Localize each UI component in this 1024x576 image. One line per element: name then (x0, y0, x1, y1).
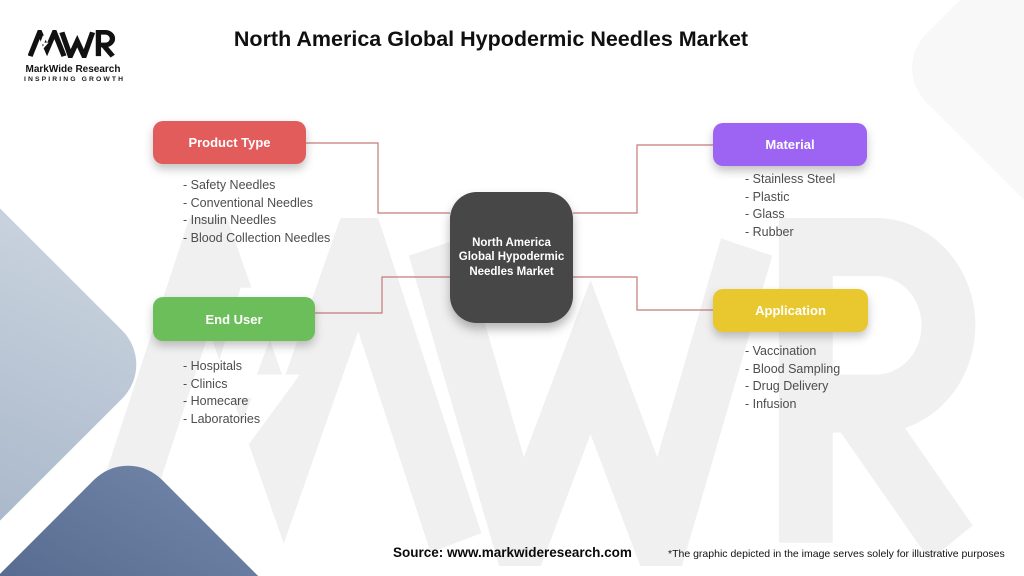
branch-box-material (713, 123, 867, 166)
list-item: - Clinics (183, 376, 228, 391)
branch-box-end-user (153, 297, 315, 341)
branch-box-application (713, 289, 868, 332)
branch-label: End User (205, 311, 263, 327)
branch-box-product-type (153, 121, 306, 164)
list-item: - Vaccination (745, 344, 817, 358)
center-node-line: Global Hypodermic (458, 251, 565, 264)
list-item: - Laboratories (183, 411, 261, 426)
disclaimer-text: *The graphic depicted in the image serves solely for illustrative purposes (668, 548, 1005, 560)
list-item: - Infusion (745, 396, 797, 411)
page-title: North America Global Hypodermic Needles Market (233, 27, 749, 51)
connector-material (573, 145, 713, 213)
branch-label: Application (755, 303, 826, 318)
logo-tagline: INSPIRING GROWTH (24, 76, 126, 83)
list-item: - Homecare (183, 394, 249, 408)
branch-list-end-user (183, 358, 260, 428)
list-item: - Hospitals (183, 359, 243, 373)
list-item: - Drug Delivery (745, 379, 829, 393)
branch-label: Material (765, 137, 815, 152)
branch-list-application (745, 343, 840, 413)
list-item: - Plastic (745, 189, 790, 204)
list-item: - Conventional Needles (183, 195, 313, 210)
center-node (450, 192, 573, 323)
list-item: - Safety Needles (183, 178, 276, 192)
connector-application (573, 277, 713, 310)
branch-list-product-type (183, 177, 330, 247)
list-item: - Glass (745, 207, 785, 221)
list-item: - Insulin Needles (183, 213, 277, 227)
logo-company-name: MarkWide Research (25, 64, 121, 75)
center-node-line: North America (472, 236, 551, 249)
list-item: - Blood Sampling (745, 361, 841, 376)
connector-end-user (315, 277, 450, 313)
source-text: Source: www.markwideresearch.com (393, 545, 632, 560)
branch-list-material (745, 171, 835, 241)
branch-label: Product Type (188, 135, 271, 150)
list-item: - Blood Collection Needles (183, 230, 331, 245)
list-item: - Rubber (745, 224, 794, 239)
center-node-line: Needles Market (469, 265, 554, 278)
list-item: - Stainless Steel (745, 172, 836, 186)
